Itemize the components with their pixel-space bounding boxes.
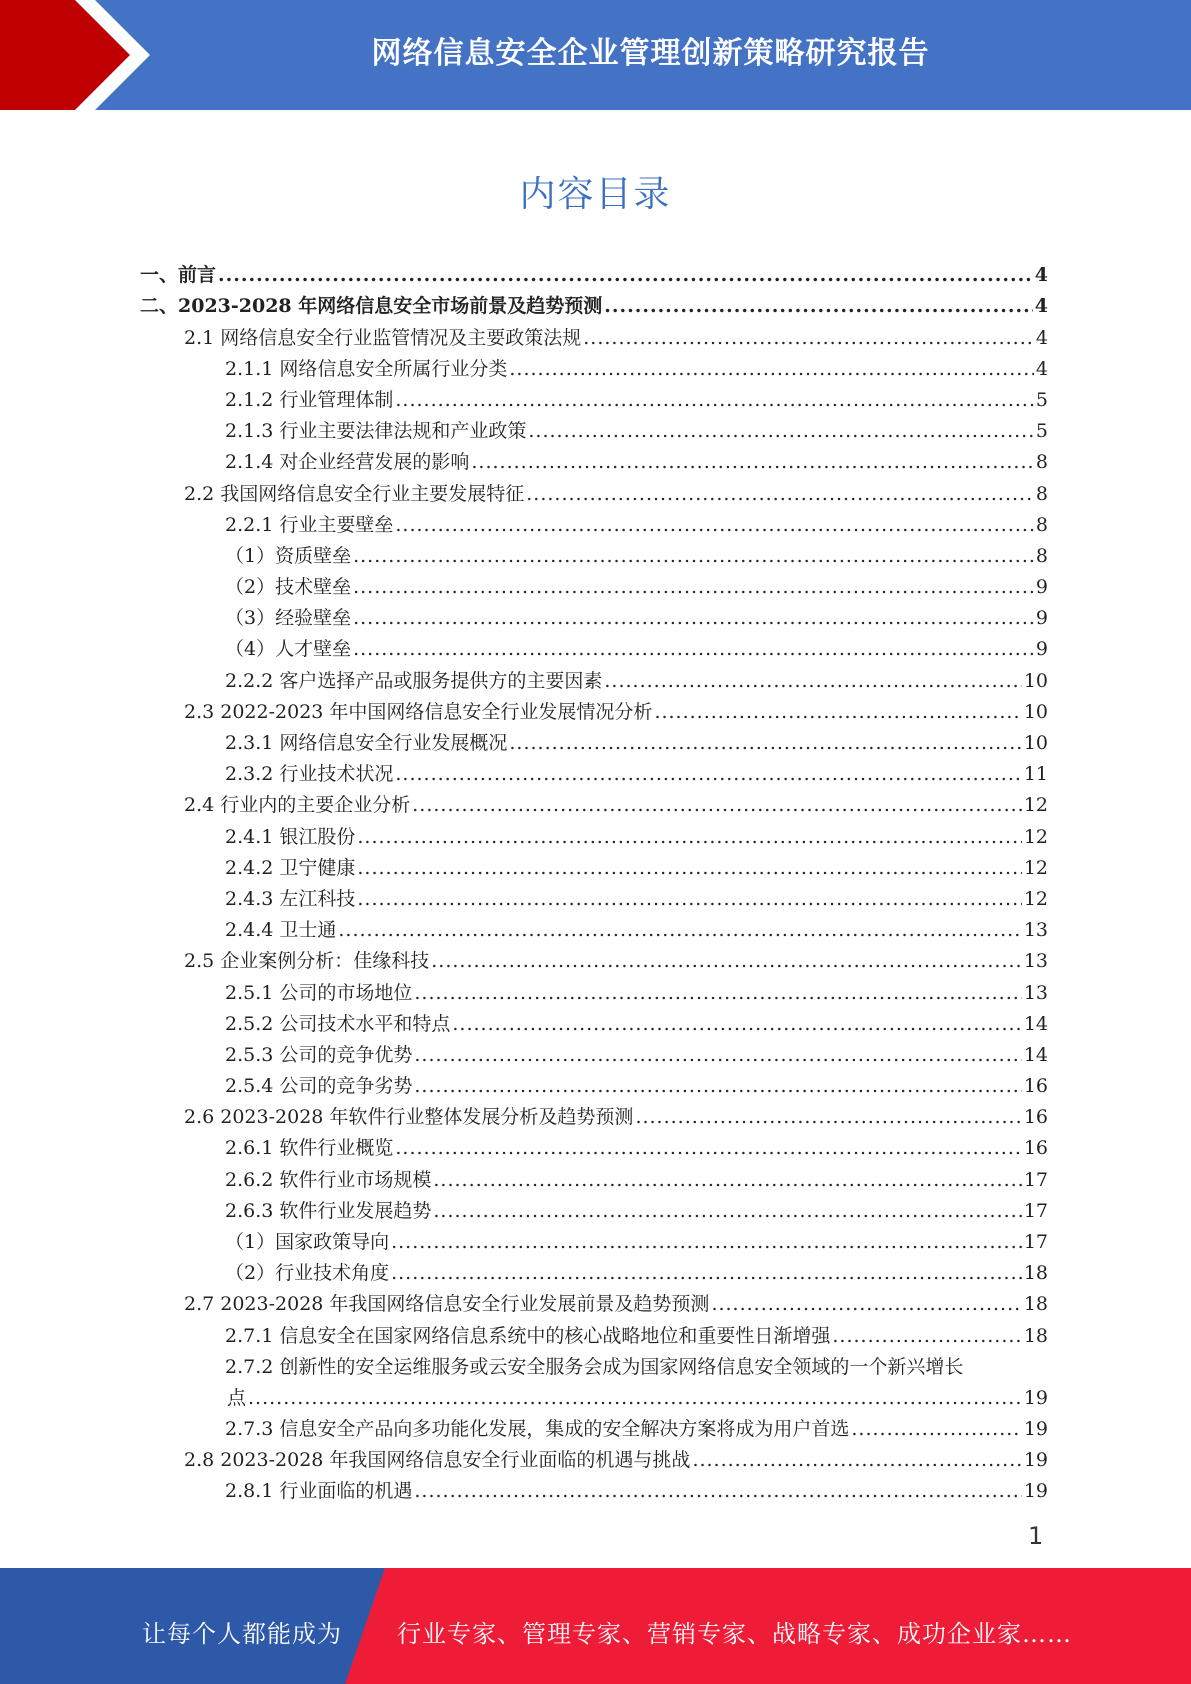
- toc-leader-dots: [391, 1231, 1022, 1253]
- toc-entry-page: 4: [1035, 357, 1048, 380]
- toc-entry-text: 2.8.1 行业面临的机遇: [225, 1480, 413, 1503]
- toc-entry-text: 2.2 我国网络信息安全行业主要发展特征: [184, 482, 525, 505]
- toc-entry-text: 2.5.3 公司的竞争优势: [225, 1043, 413, 1066]
- toc-entry-page: 4: [1034, 264, 1048, 287]
- toc-entry-page: 9: [1035, 638, 1048, 661]
- toc-entry[interactable]: [140, 1159, 1048, 1190]
- toc-leader-dots: [509, 358, 1034, 380]
- toc-leader-dots: [604, 295, 1033, 317]
- toc-entry[interactable]: [140, 692, 1048, 723]
- toc-entry-text: 2.7.3 信息安全产品向多功能化发展，集成的安全解决方案将成为用户首选: [225, 1417, 850, 1440]
- toc-leader-dots: [414, 982, 1021, 1004]
- toc-leader-dots: [635, 1106, 1021, 1128]
- toc-entry-text: 2.6.1 软件行业概览: [225, 1137, 394, 1160]
- toc-leader-dots: [248, 1387, 1022, 1409]
- toc-leader-dots: [357, 826, 1021, 848]
- table-of-contents: [140, 255, 1048, 1502]
- toc-entry-page: 8: [1035, 544, 1048, 567]
- toc-entry[interactable]: [140, 286, 1048, 317]
- toc-entry[interactable]: [140, 723, 1048, 754]
- toc-entry-text: 2.5.1 公司的市场地位: [225, 981, 413, 1004]
- toc-entry-page: 8: [1035, 451, 1048, 474]
- toc-entry-text: 2.5 企业案例分析：佳缘科技: [184, 950, 430, 973]
- toc-entry-page: 18: [1023, 1293, 1048, 1316]
- toc-entry-page: 12: [1023, 887, 1048, 910]
- toc-entry[interactable]: [140, 1409, 1048, 1440]
- toc-entry[interactable]: [140, 1471, 1048, 1502]
- toc-leader-dots: [832, 1325, 1021, 1347]
- toc-entry[interactable]: [140, 411, 1048, 442]
- toc-entry[interactable]: [140, 972, 1048, 1003]
- toc-entry[interactable]: [140, 567, 1048, 598]
- toc-entry-text: 2.8 2023-2028 年我国网络信息安全行业面临的机遇与挑战: [184, 1448, 691, 1471]
- toc-entry-text: 2.7.2 创新性的安全运维服务或云安全服务会成为国家网络信息安全领域的一个新兴增长: [225, 1355, 964, 1378]
- toc-entry-page: 17: [1023, 1199, 1048, 1222]
- toc-entry-page: 4: [1035, 326, 1048, 349]
- toc-entry[interactable]: [140, 473, 1048, 504]
- toc-entry-text-cont: 点: [227, 1386, 247, 1409]
- toc-entry-page: 17: [1023, 1168, 1048, 1191]
- page-header: [0, 0, 1191, 110]
- toc-entry[interactable]: [140, 941, 1048, 972]
- toc-leader-dots: [338, 919, 1021, 941]
- toc-leader-dots: [357, 888, 1021, 910]
- toc-entry-page: 12: [1023, 825, 1048, 848]
- toc-leader-dots: [526, 483, 1034, 505]
- toc-leader-dots: [414, 1044, 1021, 1066]
- toc-entry-text: （1）资质壁垒: [225, 544, 352, 567]
- toc-leader-dots: [711, 1293, 1021, 1315]
- toc-entry-page: 19: [1023, 1480, 1048, 1503]
- toc-entry-page: 16: [1023, 1075, 1048, 1098]
- toc-entry-page: 10: [1023, 700, 1048, 723]
- toc-entry-page: 18: [1023, 1324, 1048, 1347]
- toc-entry[interactable]: [140, 1222, 1048, 1253]
- toc-entry[interactable]: [140, 380, 1048, 411]
- toc-entry-page: 19: [1023, 1448, 1048, 1471]
- toc-entry-text: 2.3 2022-2023 年中国网络信息安全行业发展情况分析: [184, 700, 653, 723]
- toc-entry-page: 13: [1023, 981, 1048, 1004]
- toc-entry-page: 4: [1034, 295, 1048, 318]
- toc-leader-dots: [433, 1169, 1021, 1191]
- toc-entry[interactable]: [140, 785, 1048, 816]
- toc-entry-text: （2）行业技术角度: [225, 1262, 390, 1285]
- toc-entry-page: 9: [1035, 607, 1048, 630]
- toc-leader-dots: [414, 1480, 1021, 1502]
- toc-entry-text: 2.4.3 左江科技: [225, 887, 356, 910]
- toc-entry[interactable]: [140, 255, 1048, 286]
- toc-entry[interactable]: [140, 910, 1048, 941]
- toc-entry-text: 2.7 2023-2028 年我国网络信息安全行业发展前景及趋势预测: [184, 1293, 710, 1316]
- toc-entry-page: 5: [1035, 388, 1048, 411]
- toc-leader-dots: [604, 670, 1021, 692]
- toc-entry-text: 2.7.1 信息安全在国家网络信息系统中的核心战略地位和重要性日渐增强: [225, 1324, 831, 1347]
- toc-entry[interactable]: [140, 1284, 1048, 1315]
- toc-entry-page: 5: [1035, 420, 1048, 443]
- toc-entry-page: 10: [1023, 669, 1048, 692]
- toc-leader-dots: [218, 264, 1033, 286]
- toc-entry-page: 16: [1023, 1106, 1048, 1129]
- toc-entry-text: 一、前言: [140, 264, 217, 287]
- toc-entry-text: 2.6.2 软件行业市场规模: [225, 1168, 432, 1191]
- toc-entry-text: 2.5.2 公司技术水平和特点: [225, 1012, 451, 1035]
- toc-leader-dots: [471, 451, 1034, 473]
- toc-entry[interactable]: [140, 1440, 1048, 1471]
- toc-entry[interactable]: [140, 1066, 1048, 1097]
- toc-heading: 内容目录: [519, 174, 672, 215]
- toc-entry-page: 10: [1023, 732, 1048, 754]
- toc-leader-dots: [692, 1449, 1021, 1471]
- toc-entry-page: 9: [1035, 576, 1048, 599]
- toc-leader-dots: [583, 327, 1034, 349]
- toc-leader-dots: [433, 1200, 1021, 1222]
- toc-entry[interactable]: [140, 317, 1048, 348]
- toc-entry[interactable]: [140, 505, 1048, 536]
- toc-leader-dots: [414, 1075, 1021, 1097]
- toc-entry-page: 8: [1035, 482, 1048, 505]
- footer-slogan-left: 让每个人都能成为: [142, 1620, 342, 1648]
- footer-slogan-right: 行业专家、管理专家、营销专家、战略专家、成功企业家……: [397, 1620, 1072, 1648]
- toc-entry[interactable]: [140, 1253, 1048, 1284]
- toc-leader-dots: [509, 732, 1021, 754]
- toc-entry-page: 17: [1023, 1231, 1048, 1253]
- toc-entry-page: 19: [1023, 1386, 1048, 1409]
- toc-entry-text: 2.4.2 卫宁健康: [225, 856, 356, 879]
- toc-entry-page: 13: [1023, 919, 1048, 942]
- toc-leader-dots: [357, 857, 1021, 879]
- toc-entry-text: 二、2023-2028 年网络信息安全市场前景及趋势预测: [140, 295, 603, 318]
- toc-entry-page: 12: [1023, 794, 1048, 817]
- toc-entry[interactable]: [140, 848, 1048, 879]
- toc-entry-text: （3）经验壁垒: [225, 607, 352, 630]
- toc-leader-dots: [353, 545, 1034, 567]
- toc-leader-dots: [452, 1013, 1021, 1035]
- toc-entry[interactable]: [140, 879, 1048, 910]
- toc-entry[interactable]: [140, 1097, 1048, 1128]
- toc-leader-dots: [654, 701, 1021, 723]
- toc-entry-page: 14: [1023, 1012, 1048, 1035]
- toc-leader-dots: [851, 1418, 1021, 1440]
- toc-entry-text: 2.1.3 行业主要法律法规和产业政策: [225, 420, 527, 443]
- toc-entry[interactable]: [140, 660, 1048, 691]
- toc-entry-page: 16: [1023, 1137, 1048, 1160]
- toc-entry-text: 2.4.1 银江股份: [225, 825, 356, 848]
- toc-entry[interactable]: [140, 1004, 1048, 1035]
- toc-entry[interactable]: [140, 536, 1048, 567]
- toc-entry[interactable]: [140, 442, 1048, 473]
- toc-entry-page: 18: [1023, 1262, 1048, 1285]
- toc-entry-page: 12: [1023, 856, 1048, 879]
- toc-leader-dots: [395, 763, 1021, 785]
- toc-entry-page: 14: [1023, 1043, 1048, 1066]
- toc-entry[interactable]: [140, 598, 1048, 629]
- toc-entry-text: 2.1.2 行业管理体制: [225, 388, 394, 411]
- toc-entry[interactable]: [140, 1035, 1048, 1066]
- toc-leader-dots: [353, 638, 1034, 660]
- toc-entry-text: 2.3.1 网络信息安全行业发展概况: [225, 732, 508, 754]
- toc-leader-dots: [395, 1137, 1021, 1159]
- toc-entry[interactable]: [140, 1347, 1048, 1409]
- toc-entry[interactable]: [140, 1191, 1048, 1222]
- toc-entry[interactable]: [140, 1315, 1048, 1346]
- toc-entry-text: （2）技术壁垒: [225, 576, 352, 599]
- toc-entry-text: （4）人才壁垒: [225, 638, 352, 661]
- toc-entry-text: 2.1.4 对企业经营发展的影响: [225, 451, 470, 474]
- toc-entry-page: 13: [1023, 950, 1048, 973]
- toc-entry-text: 2.4 行业内的主要企业分析: [184, 794, 411, 817]
- toc-entry-text: 2.2.2 客户选择产品或服务提供方的主要因素: [225, 669, 603, 692]
- toc-leader-dots: [431, 950, 1022, 972]
- toc-entry-page: 8: [1035, 513, 1048, 536]
- toc-leader-dots: [391, 1262, 1022, 1284]
- toc-entry[interactable]: [140, 1128, 1048, 1159]
- toc-entry[interactable]: [140, 754, 1048, 785]
- toc-leader-dots: [353, 607, 1034, 629]
- toc-leader-dots: [395, 389, 1034, 411]
- toc-entry-page: 11: [1023, 763, 1048, 786]
- toc-entry[interactable]: [140, 629, 1048, 660]
- toc-entry[interactable]: [140, 349, 1048, 380]
- toc-entry-text: 2.4.4 卫士通: [225, 919, 337, 942]
- toc-entry-text: 2.6 2023-2028 年软件行业整体发展分析及趋势预测: [184, 1106, 634, 1129]
- toc-leader-dots: [395, 514, 1034, 536]
- toc-leader-dots: [353, 576, 1034, 598]
- toc-entry-page: 19: [1023, 1417, 1048, 1440]
- toc-leader-dots: [412, 794, 1022, 816]
- toc-entry-text: 2.2.1 行业主要壁垒: [225, 513, 394, 536]
- toc-entry-text: 2.5.4 公司的竞争劣势: [225, 1075, 413, 1098]
- toc-entry-text: 2.6.3 软件行业发展趋势: [225, 1199, 432, 1222]
- page-number: 1: [1028, 1522, 1044, 1550]
- toc-leader-dots: [528, 420, 1034, 442]
- report-title: 网络信息安全企业管理创新策略研究报告: [371, 36, 930, 71]
- toc-entry-text: 2.1 网络信息安全行业监管情况及主要政策法规: [184, 326, 582, 349]
- toc-entry-text: （1）国家政策导向: [225, 1231, 390, 1253]
- toc-entry[interactable]: [140, 816, 1048, 847]
- toc-entry-text: 2.1.1 网络信息安全所属行业分类: [225, 357, 508, 380]
- toc-entry-text: 2.3.2 行业技术状况: [225, 763, 394, 786]
